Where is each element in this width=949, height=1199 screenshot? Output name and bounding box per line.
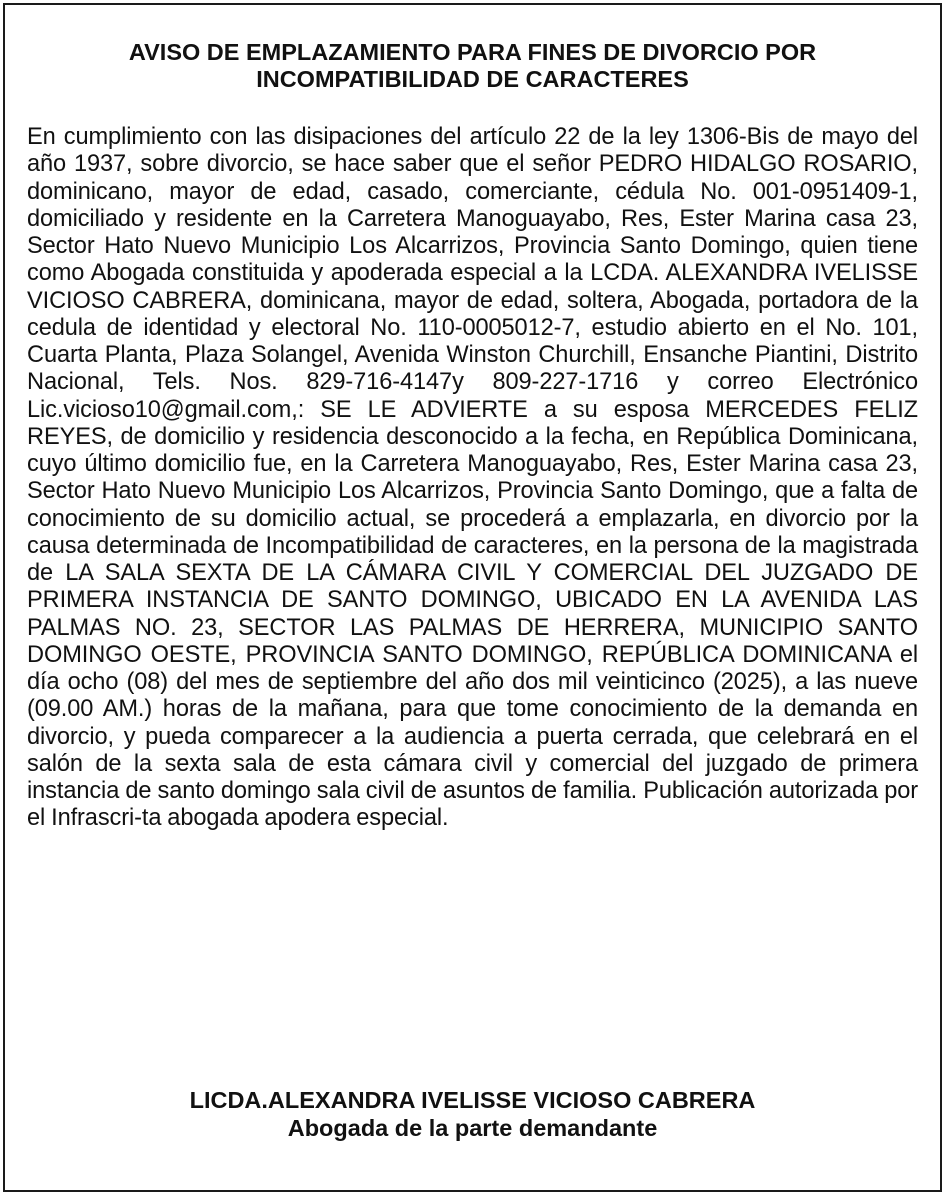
signature-block [25,1086,920,1142]
notice-title-line-1: AVISO DE EMPLAZAMIENTO PARA FINES DE DIVORCIO POR [128,39,817,65]
signature-role: Abogada de la parte demandante [287,1115,658,1141]
notice-body: En cumplimiento con las disipaciones del artículo 22 de la ley 1306-Bis de mayo del año 1937, sobre divorcio, se hace saber que el señor PEDRO HIDALGO ROSARIO, dominicano, mayor de edad, casado, comerciante, cédula No. 001-0951409-1, domiciliado y residente en la Carretera Manoguayabo, Res, Ester Marina casa 23, Sector Hato Nuevo Municipio Los Alcarrizos, Provincia Santo Domingo, quien tiene como Abogada constituida y apoderada especial a la LCDA. ALEXANDRA IVELISSE VICIOSO CABRERA, dominicana, mayor de edad, soltera, Abogada, portadora de la cedula de identidad y electoral No. 110-0005012-7, estudio abierto en el No. 101, Cuarta Planta, Plaza Solangel, Avenida Winston Churchill, Ensanche Piantini, Distrito Nacional, Tels. Nos. 829-716-4147y 809-227-1716 y correo Electrónico Lic.vicioso10@gmail.com,: SE LE ADVIERTE a su esposa MERCEDES FELIZ REYES, de domicilio y residencia desconocido a la fecha, en República Dominicana, cuyo último domicilio fue, en la Carretera Manoguayabo, Res, Ester Marina casa 23, Sector Hato Nuevo Municipio Los Alcarrizos, Provincia Santo Domingo, que a falta de conocimiento de su domicilio actual, se procederá a emplazarla, en divorcio por la causa determinada de Incompatibilidad de caracteres, en la persona de la magistrada de LA SALA SEXTA DE LA CÁMARA CIVIL Y COMERCIAL DEL JUZGADO DE PRIMERA INSTANCIA DE SANTO DOMINGO, UBICADO EN LA AVENIDA LAS PALMAS NO. 23, SECTOR LAS PALMAS DE HERRERA, MUNICIPIO SANTO DOMINGO OESTE, PROVINCIA SANTO DOMINGO, REPÚBLICA DOMINICANA el día ocho (08) del mes de septiembre del año dos mil veinticinco (2025), a las nueve (09.00 AM.) horas de la mañana, para que tome conocimiento de la demanda en divorcio, y pueda comparecer a la audiencia a puerta cerrada, que celebrará en el salón de la sexta sala de esta cámara civil y comercial del juzgado de primera instancia de santo domingo sala civil de asuntos de familia. Publicación autorizada por el Infrascri-ta abogada apodera especial. [27,124,918,832]
notice-title [25,39,920,93]
notice-frame [3,3,942,1192]
notice-title-line-2: INCOMPATIBILIDAD DE CARACTERES [256,66,689,92]
signature-name: LICDA.ALEXANDRA IVELISSE VICIOSO CABRERA [189,1087,756,1113]
